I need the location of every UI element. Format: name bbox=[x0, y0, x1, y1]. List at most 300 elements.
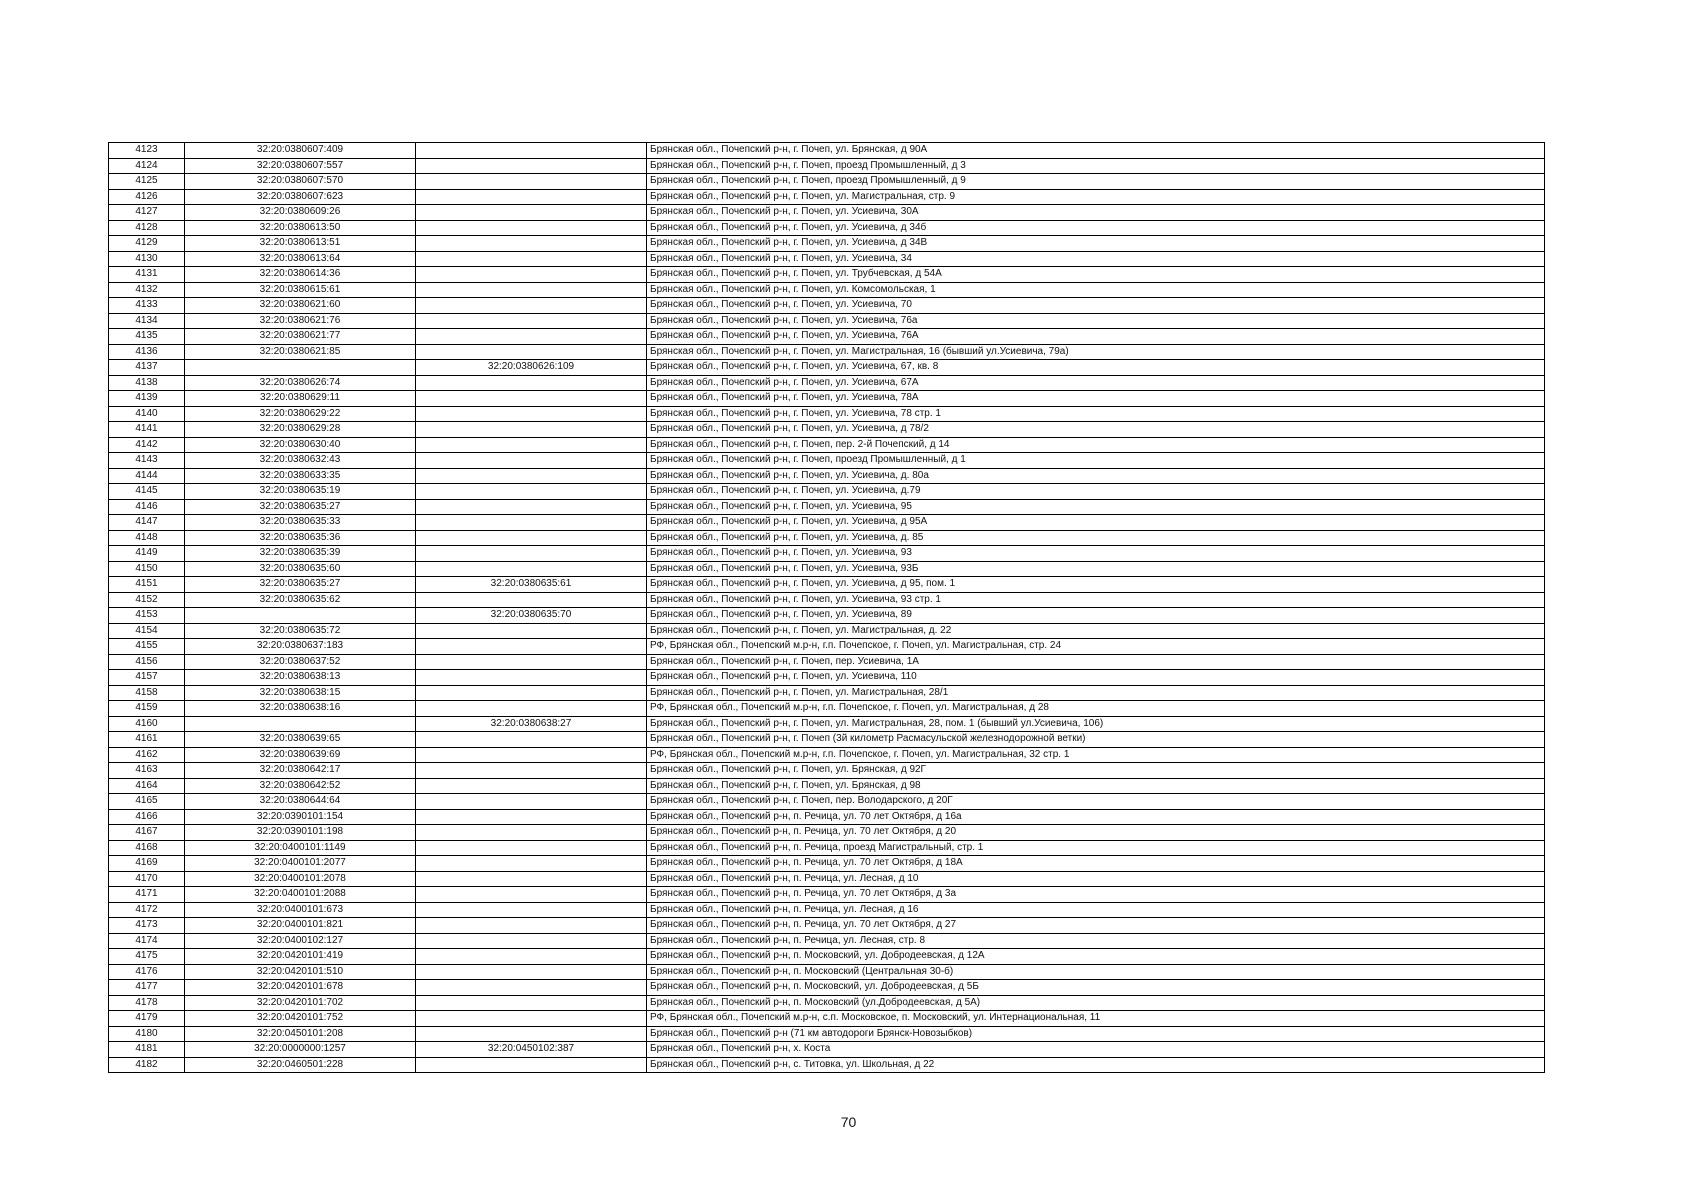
row-number-cell: 4144 bbox=[109, 468, 185, 484]
cadastral-number-cell bbox=[185, 360, 416, 376]
cadastral-number-cell: 32:20:0380615:61 bbox=[185, 282, 416, 298]
address-cell: Брянская обл., Почепский р-н, г. Почеп, ул. Усиевича, 67, кв. 8 bbox=[647, 360, 1545, 376]
row-number-cell: 4151 bbox=[109, 577, 185, 593]
parent-cadastral-number-cell bbox=[416, 995, 647, 1011]
address-cell: Брянская обл., Почепский р-н, г. Почеп, ул. Усиевича, д 34б bbox=[647, 220, 1545, 236]
table-row bbox=[109, 608, 1545, 624]
row-number-cell: 4161 bbox=[109, 732, 185, 748]
address-cell: Брянская обл., Почепский р-н, п. Речица, ул. Лесная, д 10 bbox=[647, 871, 1545, 887]
table-row bbox=[109, 902, 1545, 918]
row-number-cell: 4155 bbox=[109, 639, 185, 655]
row-number-cell: 4168 bbox=[109, 840, 185, 856]
row-number-cell: 4143 bbox=[109, 453, 185, 469]
table-row bbox=[109, 546, 1545, 562]
cadastral-number-cell: 32:20:0400102:127 bbox=[185, 933, 416, 949]
row-number-cell: 4129 bbox=[109, 236, 185, 252]
address-cell: РФ, Брянская обл., Почепский м.р-н, г.п. Почепское, г. Почеп, ул. Магистральная, 32 стр. 1 bbox=[647, 747, 1545, 763]
parent-cadastral-number-cell bbox=[416, 174, 647, 190]
table-row bbox=[109, 716, 1545, 732]
table-row bbox=[109, 205, 1545, 221]
address-cell: Брянская обл., Почепский р-н, г. Почеп, ул. Магистральная, 16 (бывший ул.Усиевича, 79а) bbox=[647, 344, 1545, 360]
parent-cadastral-number-cell bbox=[416, 530, 647, 546]
parent-cadastral-number-cell bbox=[416, 406, 647, 422]
parent-cadastral-number-cell: 32:20:0450102:387 bbox=[416, 1042, 647, 1058]
row-number-cell: 4170 bbox=[109, 871, 185, 887]
address-cell: Брянская обл., Почепский р-н, г. Почеп, ул. Магистральная, стр. 9 bbox=[647, 189, 1545, 205]
row-number-cell: 4174 bbox=[109, 933, 185, 949]
table-row bbox=[109, 484, 1545, 500]
address-cell: Брянская обл., Почепский р-н, п. Московский (ул.Добродеевская, д 5А) bbox=[647, 995, 1545, 1011]
cadastral-number-cell: 32:20:0400101:673 bbox=[185, 902, 416, 918]
address-cell: Брянская обл., Почепский р-н, г. Почеп, ул. Усиевича, 78 стр. 1 bbox=[647, 406, 1545, 422]
parent-cadastral-number-cell bbox=[416, 189, 647, 205]
table-row bbox=[109, 995, 1545, 1011]
parent-cadastral-number-cell bbox=[416, 809, 647, 825]
row-number-cell: 4125 bbox=[109, 174, 185, 190]
parent-cadastral-number-cell bbox=[416, 933, 647, 949]
row-number-cell: 4175 bbox=[109, 949, 185, 965]
cadastral-number-cell: 32:20:0380642:17 bbox=[185, 763, 416, 779]
cadastral-number-cell: 32:20:0380635:36 bbox=[185, 530, 416, 546]
cadastral-number-cell: 32:20:0420101:752 bbox=[185, 1011, 416, 1027]
property-registry-table bbox=[108, 142, 1545, 1073]
address-cell: Брянская обл., Почепский р-н, г. Почеп, ул. Усиевича, 89 bbox=[647, 608, 1545, 624]
parent-cadastral-number-cell bbox=[416, 701, 647, 717]
address-cell: Брянская обл., Почепский р-н, г. Почеп, пер. Усиевича, 1А bbox=[647, 654, 1545, 670]
address-cell: Брянская обл., Почепский р-н, г. Почеп, ул. Брянская, д 90А bbox=[647, 143, 1545, 159]
address-cell: Брянская обл., Почепский р-н, п. Речица, ул. 70 лет Октября, д 3а bbox=[647, 887, 1545, 903]
cadastral-number-cell: 32:20:0400101:2088 bbox=[185, 887, 416, 903]
parent-cadastral-number-cell bbox=[416, 887, 647, 903]
table-row bbox=[109, 453, 1545, 469]
table-row bbox=[109, 158, 1545, 174]
table-row bbox=[109, 344, 1545, 360]
row-number-cell: 4182 bbox=[109, 1057, 185, 1073]
parent-cadastral-number-cell bbox=[416, 546, 647, 562]
address-cell: Брянская обл., Почепский р-н, п. Речица, проезд Магистральный, стр. 1 bbox=[647, 840, 1545, 856]
table-row bbox=[109, 809, 1545, 825]
cadastral-number-cell: 32:20:0380637:183 bbox=[185, 639, 416, 655]
row-number-cell: 4132 bbox=[109, 282, 185, 298]
row-number-cell: 4158 bbox=[109, 685, 185, 701]
address-cell: Брянская обл., Почепский р-н, п. Речица, ул. Лесная, стр. 8 bbox=[647, 933, 1545, 949]
parent-cadastral-number-cell bbox=[416, 763, 647, 779]
table-row bbox=[109, 670, 1545, 686]
row-number-cell: 4162 bbox=[109, 747, 185, 763]
table-row bbox=[109, 701, 1545, 717]
row-number-cell: 4178 bbox=[109, 995, 185, 1011]
parent-cadastral-number-cell bbox=[416, 778, 647, 794]
table-row bbox=[109, 174, 1545, 190]
cadastral-number-cell: 32:20:0380635:72 bbox=[185, 623, 416, 639]
page-number: 70 bbox=[840, 1114, 857, 1130]
row-number-cell: 4165 bbox=[109, 794, 185, 810]
parent-cadastral-number-cell bbox=[416, 205, 647, 221]
parent-cadastral-number-cell bbox=[416, 592, 647, 608]
row-number-cell: 4164 bbox=[109, 778, 185, 794]
table-row bbox=[109, 468, 1545, 484]
parent-cadastral-number-cell bbox=[416, 856, 647, 872]
address-cell: Брянская обл., Почепский р-н, п. Речица, ул. 70 лет Октября, д 27 bbox=[647, 918, 1545, 934]
parent-cadastral-number-cell bbox=[416, 871, 647, 887]
cadastral-number-cell: 32:20:0460501:228 bbox=[185, 1057, 416, 1073]
table-row bbox=[109, 592, 1545, 608]
address-cell: Брянская обл., Почепский р-н, г. Почеп, ул. Комсомольская, 1 bbox=[647, 282, 1545, 298]
parent-cadastral-number-cell bbox=[416, 561, 647, 577]
address-cell: Брянская обл., Почепский р-н, г. Почеп, ул. Усиевича, 93 bbox=[647, 546, 1545, 562]
cadastral-number-cell: 32:20:0400101:2077 bbox=[185, 856, 416, 872]
row-number-cell: 4145 bbox=[109, 484, 185, 500]
parent-cadastral-number-cell bbox=[416, 685, 647, 701]
cadastral-number-cell: 32:20:0380630:40 bbox=[185, 437, 416, 453]
cadastral-number-cell: 32:20:0380635:27 bbox=[185, 499, 416, 515]
cadastral-number-cell: 32:20:0420101:419 bbox=[185, 949, 416, 965]
row-number-cell: 4134 bbox=[109, 313, 185, 329]
row-number-cell: 4148 bbox=[109, 530, 185, 546]
parent-cadastral-number-cell bbox=[416, 220, 647, 236]
cadastral-number-cell: 32:20:0390101:198 bbox=[185, 825, 416, 841]
cadastral-number-cell: 32:20:0380621:85 bbox=[185, 344, 416, 360]
cadastral-number-cell bbox=[185, 716, 416, 732]
table-row bbox=[109, 143, 1545, 159]
address-cell: Брянская обл., Почепский р-н, х. Коста bbox=[647, 1042, 1545, 1058]
table-row bbox=[109, 391, 1545, 407]
address-cell: Брянская обл., Почепский р-н, п. Московский (Центральная 30-б) bbox=[647, 964, 1545, 980]
cadastral-number-cell: 32:20:0380609:26 bbox=[185, 205, 416, 221]
row-number-cell: 4169 bbox=[109, 856, 185, 872]
parent-cadastral-number-cell bbox=[416, 313, 647, 329]
parent-cadastral-number-cell bbox=[416, 298, 647, 314]
table-row bbox=[109, 1042, 1545, 1058]
table-row bbox=[109, 654, 1545, 670]
parent-cadastral-number-cell bbox=[416, 468, 647, 484]
table-row bbox=[109, 236, 1545, 252]
address-cell: Брянская обл., Почепский р-н, г. Почеп, пер. 2-й Почепский, д 14 bbox=[647, 437, 1545, 453]
cadastral-number-cell: 32:20:0390101:154 bbox=[185, 809, 416, 825]
row-number-cell: 4173 bbox=[109, 918, 185, 934]
parent-cadastral-number-cell bbox=[416, 499, 647, 515]
table-row bbox=[109, 623, 1545, 639]
cadastral-number-cell: 32:20:0380613:64 bbox=[185, 251, 416, 267]
cadastral-number-cell: 32:20:0380621:60 bbox=[185, 298, 416, 314]
address-cell: Брянская обл., Почепский р-н, г. Почеп, ул. Усиевича, 93 стр. 1 bbox=[647, 592, 1545, 608]
address-cell: Брянская обл., Почепский р-н, г. Почеп, ул. Усиевича, д 78/2 bbox=[647, 422, 1545, 438]
row-number-cell: 4140 bbox=[109, 406, 185, 422]
parent-cadastral-number-cell bbox=[416, 639, 647, 655]
row-number-cell: 4152 bbox=[109, 592, 185, 608]
address-cell: Брянская обл., Почепский р-н, п. Речица, ул. 70 лет Октября, д 18А bbox=[647, 856, 1545, 872]
row-number-cell: 4146 bbox=[109, 499, 185, 515]
parent-cadastral-number-cell bbox=[416, 158, 647, 174]
row-number-cell: 4167 bbox=[109, 825, 185, 841]
address-cell: Брянская обл., Почепский р-н, г. Почеп, ул. Брянская, д 92Г bbox=[647, 763, 1545, 779]
row-number-cell: 4176 bbox=[109, 964, 185, 980]
cadastral-number-cell: 32:20:0380642:52 bbox=[185, 778, 416, 794]
table-row bbox=[109, 949, 1545, 965]
row-number-cell: 4131 bbox=[109, 267, 185, 283]
parent-cadastral-number-cell bbox=[416, 437, 647, 453]
parent-cadastral-number-cell bbox=[416, 747, 647, 763]
table-row bbox=[109, 313, 1545, 329]
cadastral-number-cell bbox=[185, 608, 416, 624]
row-number-cell: 4172 bbox=[109, 902, 185, 918]
parent-cadastral-number-cell: 32:20:0380635:61 bbox=[416, 577, 647, 593]
address-cell: Брянская обл., Почепский р-н, г. Почеп, ул. Усиевича, 95 bbox=[647, 499, 1545, 515]
address-cell: Брянская обл., Почепский р-н, г. Почеп, ул. Усиевича, 76А bbox=[647, 329, 1545, 345]
parent-cadastral-number-cell bbox=[416, 1011, 647, 1027]
table-row bbox=[109, 577, 1545, 593]
table-row bbox=[109, 747, 1545, 763]
cadastral-number-cell: 32:20:0380639:69 bbox=[185, 747, 416, 763]
cadastral-number-cell: 32:20:0380635:19 bbox=[185, 484, 416, 500]
parent-cadastral-number-cell: 32:20:0380635:70 bbox=[416, 608, 647, 624]
row-number-cell: 4166 bbox=[109, 809, 185, 825]
row-number-cell: 4136 bbox=[109, 344, 185, 360]
row-number-cell: 4181 bbox=[109, 1042, 185, 1058]
row-number-cell: 4124 bbox=[109, 158, 185, 174]
address-cell: Брянская обл., Почепский р-н (71 км автодороги Брянск-Новозыбков) bbox=[647, 1026, 1545, 1042]
cadastral-number-cell: 32:20:0380635:33 bbox=[185, 515, 416, 531]
row-number-cell: 4127 bbox=[109, 205, 185, 221]
row-number-cell: 4156 bbox=[109, 654, 185, 670]
table-row bbox=[109, 375, 1545, 391]
parent-cadastral-number-cell bbox=[416, 251, 647, 267]
parent-cadastral-number-cell bbox=[416, 623, 647, 639]
parent-cadastral-number-cell bbox=[416, 375, 647, 391]
row-number-cell: 4157 bbox=[109, 670, 185, 686]
cadastral-number-cell: 32:20:0380638:16 bbox=[185, 701, 416, 717]
row-number-cell: 4141 bbox=[109, 422, 185, 438]
table-row bbox=[109, 251, 1545, 267]
parent-cadastral-number-cell bbox=[416, 654, 647, 670]
address-cell: Брянская обл., Почепский р-н, с. Титовка, ул. Школьная, д 22 bbox=[647, 1057, 1545, 1073]
address-cell: Брянская обл., Почепский р-н, г. Почеп, пер. Володарского, д 20Г bbox=[647, 794, 1545, 810]
table-row bbox=[109, 282, 1545, 298]
table-row bbox=[109, 856, 1545, 872]
table-row bbox=[109, 840, 1545, 856]
table-row bbox=[109, 732, 1545, 748]
table-row bbox=[109, 685, 1545, 701]
cadastral-number-cell: 32:20:0380635:27 bbox=[185, 577, 416, 593]
row-number-cell: 4139 bbox=[109, 391, 185, 407]
cadastral-number-cell: 32:20:0380632:43 bbox=[185, 453, 416, 469]
address-cell: Брянская обл., Почепский р-н, г. Почеп, ул. Магистральная, д. 22 bbox=[647, 623, 1545, 639]
address-cell: Брянская обл., Почепский р-н, г. Почеп, проезд Промышленный, д 1 bbox=[647, 453, 1545, 469]
table-row bbox=[109, 763, 1545, 779]
parent-cadastral-number-cell bbox=[416, 949, 647, 965]
address-cell: Брянская обл., Почепский р-н, г. Почеп, ул. Усиевича, д 34В bbox=[647, 236, 1545, 252]
address-cell: РФ, Брянская обл., Почепский м.р-н, г.п. Почепское, г. Почеп, ул. Магистральная, стр. 24 bbox=[647, 639, 1545, 655]
parent-cadastral-number-cell bbox=[416, 670, 647, 686]
row-number-cell: 4133 bbox=[109, 298, 185, 314]
address-cell: Брянская обл., Почепский р-н, г. Почеп, ул. Усиевича, д 95, пом. 1 bbox=[647, 577, 1545, 593]
cadastral-number-cell: 32:20:0380635:62 bbox=[185, 592, 416, 608]
address-cell: Брянская обл., Почепский р-н, п. Речица, ул. 70 лет Октября, д 16а bbox=[647, 809, 1545, 825]
address-cell: Брянская обл., Почепский р-н, г. Почеп, ул. Магистральная, 28/1 bbox=[647, 685, 1545, 701]
cadastral-number-cell: 32:20:0380637:52 bbox=[185, 654, 416, 670]
row-number-cell: 4137 bbox=[109, 360, 185, 376]
address-cell: Брянская обл., Почепский р-н, г. Почеп, ул. Брянская, д 98 bbox=[647, 778, 1545, 794]
address-cell: Брянская обл., Почепский р-н, г. Почеп (3й километр Расмасульской железнодорожной ветки) bbox=[647, 732, 1545, 748]
parent-cadastral-number-cell bbox=[416, 902, 647, 918]
cadastral-number-cell: 32:20:0400101:2078 bbox=[185, 871, 416, 887]
table-row bbox=[109, 933, 1545, 949]
table-row bbox=[109, 887, 1545, 903]
table-row bbox=[109, 980, 1545, 996]
table-row bbox=[109, 871, 1545, 887]
table-row bbox=[109, 220, 1545, 236]
cadastral-number-cell: 32:20:0380614:36 bbox=[185, 267, 416, 283]
cadastral-number-cell: 32:20:0380635:60 bbox=[185, 561, 416, 577]
table-row bbox=[109, 530, 1545, 546]
cadastral-number-cell: 32:20:0380635:39 bbox=[185, 546, 416, 562]
address-cell: Брянская обл., Почепский р-н, п. Речица, ул. 70 лет Октября, д 20 bbox=[647, 825, 1545, 841]
parent-cadastral-number-cell bbox=[416, 236, 647, 252]
cadastral-number-cell: 32:20:0380638:15 bbox=[185, 685, 416, 701]
cadastral-number-cell: 32:20:0380633:35 bbox=[185, 468, 416, 484]
address-cell: Брянская обл., Почепский р-н, г. Почеп, ул. Усиевича, д. 85 bbox=[647, 530, 1545, 546]
row-number-cell: 4126 bbox=[109, 189, 185, 205]
cadastral-number-cell: 32:20:0400101:1149 bbox=[185, 840, 416, 856]
table-row bbox=[109, 918, 1545, 934]
parent-cadastral-number-cell bbox=[416, 964, 647, 980]
cadastral-number-cell: 32:20:0380629:22 bbox=[185, 406, 416, 422]
parent-cadastral-number-cell: 32:20:0380638:27 bbox=[416, 716, 647, 732]
parent-cadastral-number-cell bbox=[416, 329, 647, 345]
table-row bbox=[109, 639, 1545, 655]
cadastral-number-cell: 32:20:0380629:11 bbox=[185, 391, 416, 407]
parent-cadastral-number-cell bbox=[416, 980, 647, 996]
row-number-cell: 4147 bbox=[109, 515, 185, 531]
table-row bbox=[109, 1057, 1545, 1073]
row-number-cell: 4138 bbox=[109, 375, 185, 391]
registry-table-body bbox=[109, 143, 1545, 1073]
address-cell: РФ, Брянская обл., Почепский м.р-н, с.п. Московское, п. Московский, ул. Интернациональная, 11 bbox=[647, 1011, 1545, 1027]
row-number-cell: 4160 bbox=[109, 716, 185, 732]
table-row bbox=[109, 298, 1545, 314]
table-row bbox=[109, 360, 1545, 376]
table-row bbox=[109, 329, 1545, 345]
table-row bbox=[109, 561, 1545, 577]
parent-cadastral-number-cell bbox=[416, 1026, 647, 1042]
cadastral-number-cell: 32:20:0450101:208 bbox=[185, 1026, 416, 1042]
address-cell: Брянская обл., Почепский р-н, г. Почеп, ул. Усиевича, 110 bbox=[647, 670, 1545, 686]
address-cell: Брянская обл., Почепский р-н, г. Почеп, ул. Усиевича, д.79 bbox=[647, 484, 1545, 500]
cadastral-number-cell: 32:20:0400101:821 bbox=[185, 918, 416, 934]
address-cell: Брянская обл., Почепский р-н, п. Московский, ул. Добродеевская, д 12А bbox=[647, 949, 1545, 965]
cadastral-number-cell: 32:20:0380626:74 bbox=[185, 375, 416, 391]
cadastral-number-cell: 32:20:0420101:510 bbox=[185, 964, 416, 980]
cadastral-number-cell: 32:20:0380607:623 bbox=[185, 189, 416, 205]
address-cell: Брянская обл., Почепский р-н, г. Почеп, ул. Усиевича, д 95А bbox=[647, 515, 1545, 531]
parent-cadastral-number-cell bbox=[416, 453, 647, 469]
row-number-cell: 4149 bbox=[109, 546, 185, 562]
parent-cadastral-number-cell bbox=[416, 267, 647, 283]
address-cell: Брянская обл., Почепский р-н, г. Почеп, ул. Усиевича, д. 80а bbox=[647, 468, 1545, 484]
table-row bbox=[109, 778, 1545, 794]
table-row bbox=[109, 499, 1545, 515]
address-cell: Брянская обл., Почепский р-н, п. Речица, ул. Лесная, д 16 bbox=[647, 902, 1545, 918]
cadastral-number-cell: 32:20:0380613:50 bbox=[185, 220, 416, 236]
cadastral-number-cell: 32:20:0380607:570 bbox=[185, 174, 416, 190]
parent-cadastral-number-cell bbox=[416, 282, 647, 298]
parent-cadastral-number-cell bbox=[416, 840, 647, 856]
row-number-cell: 4153 bbox=[109, 608, 185, 624]
cadastral-number-cell: 32:20:0380629:28 bbox=[185, 422, 416, 438]
parent-cadastral-number-cell bbox=[416, 143, 647, 159]
row-number-cell: 4179 bbox=[109, 1011, 185, 1027]
address-cell: Брянская обл., Почепский р-н, г. Почеп, ул. Усиевича, 93Б bbox=[647, 561, 1545, 577]
parent-cadastral-number-cell bbox=[416, 825, 647, 841]
row-number-cell: 4130 bbox=[109, 251, 185, 267]
address-cell: РФ, Брянская обл., Почепский м.р-н, г.п. Почепское, г. Почеп, ул. Магистральная, д 28 bbox=[647, 701, 1545, 717]
parent-cadastral-number-cell bbox=[416, 422, 647, 438]
row-number-cell: 4177 bbox=[109, 980, 185, 996]
row-number-cell: 4142 bbox=[109, 437, 185, 453]
cadastral-number-cell: 32:20:0380621:76 bbox=[185, 313, 416, 329]
cadastral-number-cell: 32:20:0420101:678 bbox=[185, 980, 416, 996]
table-row bbox=[109, 1026, 1545, 1042]
address-cell: Брянская обл., Почепский р-н, г. Почеп, ул. Усиевича, 30А bbox=[647, 205, 1545, 221]
parent-cadastral-number-cell bbox=[416, 794, 647, 810]
address-cell: Брянская обл., Почепский р-н, г. Почеп, ул. Усиевича, 70 bbox=[647, 298, 1545, 314]
table-row bbox=[109, 794, 1545, 810]
cadastral-number-cell: 32:20:0380621:77 bbox=[185, 329, 416, 345]
row-number-cell: 4123 bbox=[109, 143, 185, 159]
cadastral-number-cell: 32:20:0380639:65 bbox=[185, 732, 416, 748]
cadastral-number-cell: 32:20:0380613:51 bbox=[185, 236, 416, 252]
address-cell: Брянская обл., Почепский р-н, г. Почеп, ул. Усиевича, 34 bbox=[647, 251, 1545, 267]
table-row bbox=[109, 825, 1545, 841]
cadastral-number-cell: 32:20:0000000:1257 bbox=[185, 1042, 416, 1058]
address-cell: Брянская обл., Почепский р-н, г. Почеп, проезд Промышленный, д 9 bbox=[647, 174, 1545, 190]
parent-cadastral-number-cell: 32:20:0380626:109 bbox=[416, 360, 647, 376]
table-row bbox=[109, 189, 1545, 205]
parent-cadastral-number-cell bbox=[416, 515, 647, 531]
table-row bbox=[109, 437, 1545, 453]
row-number-cell: 4135 bbox=[109, 329, 185, 345]
address-cell: Брянская обл., Почепский р-н, г. Почеп, ул. Магистральная, 28, пом. 1 (бывший ул.Усиевича, 106) bbox=[647, 716, 1545, 732]
address-cell: Брянская обл., Почепский р-н, г. Почеп, ул. Трубчевская, д 54А bbox=[647, 267, 1545, 283]
parent-cadastral-number-cell bbox=[416, 918, 647, 934]
row-number-cell: 4171 bbox=[109, 887, 185, 903]
address-cell: Брянская обл., Почепский р-н, г. Почеп, ул. Усиевича, 78А bbox=[647, 391, 1545, 407]
parent-cadastral-number-cell bbox=[416, 732, 647, 748]
row-number-cell: 4128 bbox=[109, 220, 185, 236]
parent-cadastral-number-cell bbox=[416, 1057, 647, 1073]
cadastral-number-cell: 32:20:0380644:64 bbox=[185, 794, 416, 810]
cadastral-number-cell: 32:20:0420101:702 bbox=[185, 995, 416, 1011]
cadastral-number-cell: 32:20:0380607:409 bbox=[185, 143, 416, 159]
address-cell: Брянская обл., Почепский р-н, г. Почеп, ул. Усиевича, 76а bbox=[647, 313, 1545, 329]
parent-cadastral-number-cell bbox=[416, 344, 647, 360]
address-cell: Брянская обл., Почепский р-н, п. Московский, ул. Добродеевская, д 5Б bbox=[647, 980, 1545, 996]
cadastral-number-cell: 32:20:0380607:557 bbox=[185, 158, 416, 174]
address-cell: Брянская обл., Почепский р-н, г. Почеп, ул. Усиевича, 67А bbox=[647, 375, 1545, 391]
table-row bbox=[109, 267, 1545, 283]
table-row bbox=[109, 1011, 1545, 1027]
table-row bbox=[109, 406, 1545, 422]
parent-cadastral-number-cell bbox=[416, 391, 647, 407]
row-number-cell: 4154 bbox=[109, 623, 185, 639]
parent-cadastral-number-cell bbox=[416, 484, 647, 500]
address-cell: Брянская обл., Почепский р-н, г. Почеп, проезд Промышленный, д 3 bbox=[647, 158, 1545, 174]
row-number-cell: 4180 bbox=[109, 1026, 185, 1042]
row-number-cell: 4163 bbox=[109, 763, 185, 779]
table-row bbox=[109, 964, 1545, 980]
table-row bbox=[109, 422, 1545, 438]
table-row bbox=[109, 515, 1545, 531]
